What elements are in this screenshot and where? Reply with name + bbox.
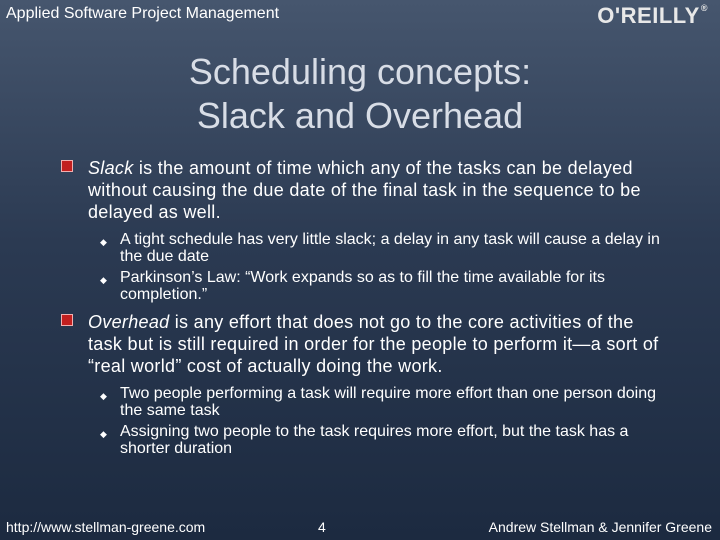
- sub-bullet-text: Assigning two people to the task requires more effort, but the task has a shorter duration: [120, 423, 629, 457]
- square-bullet-icon: [61, 314, 73, 326]
- logo-text: O'REILLY: [597, 3, 700, 28]
- sub-bullet-text: Two people performing a task will require more effort than one person doing the same task: [120, 385, 657, 419]
- page-number: 4: [318, 519, 326, 535]
- diamond-bullet-icon: ◆: [100, 391, 107, 401]
- bullet-term: Overhead: [88, 312, 170, 332]
- oreilly-logo: [597, 3, 708, 29]
- sub-bullet: [60, 423, 660, 457]
- bullet-overhead: [60, 311, 660, 377]
- bullet-list: [60, 157, 660, 457]
- header-title: Applied Software Project Management: [6, 5, 280, 22]
- footer-author: Andrew Stellman & Jennifer Greene: [488, 519, 712, 535]
- sub-bullet-text: Parkinson’s Law: “Work expands so as to fill the time available for its completion.”: [120, 269, 605, 303]
- sub-bullet-text: A tight schedule has very little slack; a delay in any task will cause a delay in the due date: [120, 231, 660, 265]
- diamond-bullet-icon: ◆: [100, 237, 107, 247]
- diamond-bullet-icon: ◆: [100, 429, 107, 439]
- slide-title-line-1: Scheduling concepts:: [188, 51, 532, 92]
- logo-registered-mark: ®: [700, 3, 708, 13]
- bullet-text: is any effort that does not go to the core activities of the task but is still required in order for the people to perform it—a sort of “real world” cost of actually doing the work.: [88, 312, 659, 376]
- bullet-term: Slack: [88, 158, 134, 178]
- bullet-text: is the amount of time which any of the tasks can be delayed without causing the due date of the final task in the sequence to be delayed as well.: [88, 158, 641, 222]
- sub-bullet: [60, 231, 660, 265]
- diamond-bullet-icon: ◆: [100, 275, 107, 285]
- footer-url: http://www.stellman-greene.com: [6, 519, 206, 535]
- sub-bullet: [60, 385, 660, 419]
- sub-bullet: [60, 269, 660, 303]
- square-bullet-icon: [61, 160, 73, 172]
- slide-title: [0, 50, 720, 138]
- slide-title-line-2: Slack and Overhead: [196, 95, 524, 136]
- bullet-slack: [60, 157, 660, 223]
